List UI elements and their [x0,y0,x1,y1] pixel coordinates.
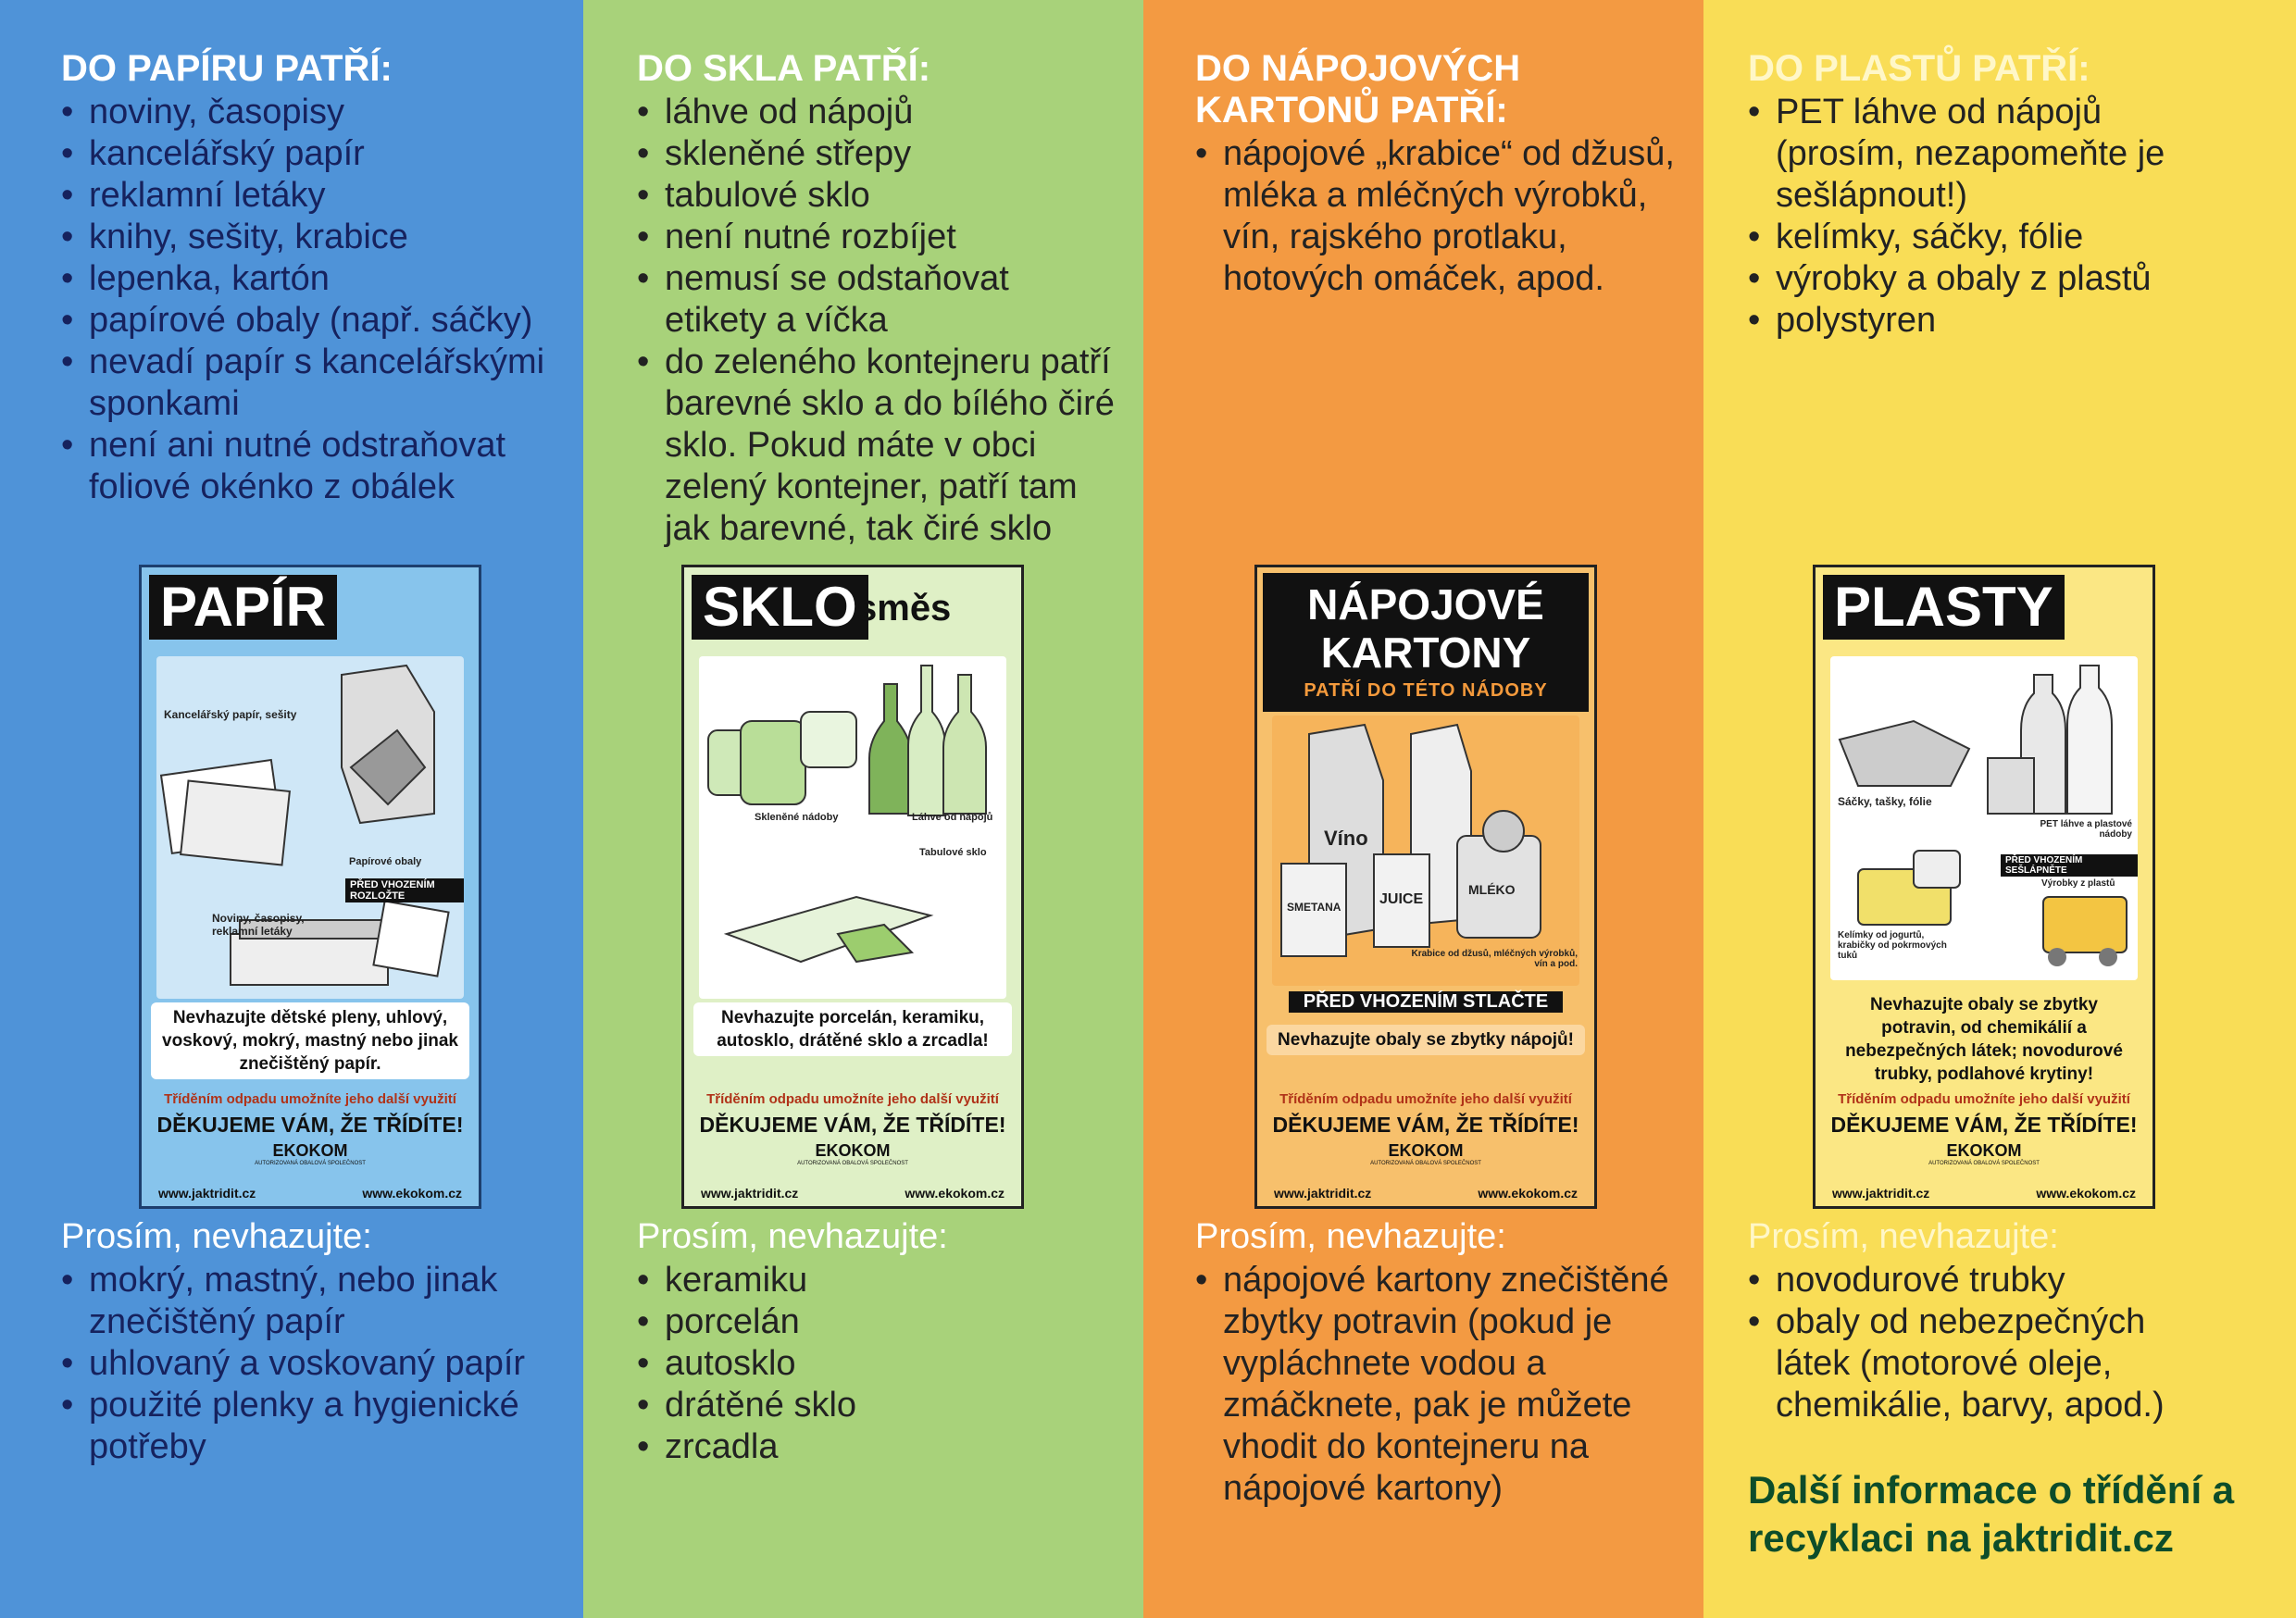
list-item: • porcelán [637,1301,948,1343]
poster-thanks: Tříděním odpadu umožníte jeho další využití DĚKUJEME VÁM, ŽE TŘÍDÍTE! [1830,1091,2138,1137]
label: Víno [1324,827,1368,850]
ekokom-logo: EKOKOM AUTORIZOVANÁ OBALOVÁ SPOLEČNOST [1928,1141,2040,1166]
label: SMETANA [1287,901,1341,914]
list-item: • výrobky a obaly z plastů [1748,258,2192,300]
poster-thanks: Tříděním odpadu umožníte jeho další využití DĚKUJEME VÁM, ŽE TŘÍDÍTE! [156,1091,464,1137]
list-item: • drátěné sklo [637,1385,948,1426]
list-item: • mokrý, mastný, nebo jinak znečištěný papír [61,1260,583,1343]
poster-illustration [1272,716,1579,986]
list-item: • nemusí se odstaňovat etikety a víčka [637,258,1116,342]
poster-warning: Nevhazujte porcelán, keramiku, autosklo, drátěné sklo a zrcadla! [693,1002,1012,1056]
label-band: PŘED VHOZENÍM SEŠLÁPNĚTE [2001,854,2138,877]
poster-title: PLASTY [1823,575,2065,640]
list-item: • keramiku [637,1260,948,1301]
no-section-plasty [1748,1216,2229,1426]
list-item: • PET láhve od nápojů (prosím, nezapomeňte je sešlápnout!) [1748,92,2192,217]
label: Kancelářský papír, sešity [164,708,297,721]
poster-warning: Nevhazujte obaly se zbytky nápojů! [1267,1025,1585,1055]
heading-papir: DO PAPÍRU PATŘÍ: [61,48,393,89]
label-band: PŘED VHOZENÍM STLAČTE [1289,991,1563,1013]
column-sklo [583,0,1143,1618]
list-item: • není nutné rozbíjet [637,217,1116,258]
list-item: • láhve od nápojů [637,92,1116,133]
list-papir-items [61,92,555,508]
list-item: • papírové obaly (např. sáčky) [61,300,555,342]
label: Sáčky, tašky, fólie [1838,795,1932,808]
column-kartony [1143,0,1703,1618]
list-item: • není ani nutné odstraňovat foliové okénko z obálek [61,425,555,508]
no-heading: Prosím, nevhazujte: [1195,1217,1506,1256]
list-item: • noviny, časopisy [61,92,555,133]
heading-kartony: DO NÁPOJOVÝCH KARTONŮ PATŘÍ: [1195,48,1521,131]
poster-thanks: Tříděním odpadu umožníte jeho další využití DĚKUJEME VÁM, ŽE TŘÍDÍTE! [699,1091,1006,1137]
label: Tabulové sklo [919,847,987,858]
label: Výrobky z plastů [2041,878,2115,889]
poster-urls: www.jaktridit.cz www.ekokom.cz [1832,1186,2136,1201]
poster-kartony [1254,565,1597,1209]
list-item: • obaly od nebezpečných látek (motorové oleje, chemikálie, barvy, apod.) [1748,1301,2229,1426]
list-item: • do zeleného kontejneru patří barevné sklo a do bílého čiré sklo. Pokud máte v obci zelený kontejner, patří tam jak barevné, tak čiré sklo [637,342,1116,550]
no-section-sklo [637,1216,948,1468]
list-item: • uhlovaný a voskovaný papír [61,1343,583,1385]
poster-warning: Nevhazujte dětské pleny, uhlový, voskový, mokrý, mastný nebo jinak znečištěný papír. [151,1002,469,1079]
poster-urls: www.jaktridit.cz www.ekokom.cz [158,1186,462,1201]
list-item: • lepenka, kartón [61,258,555,300]
poster-illustration [1830,656,2138,980]
ekokom-logo: EKOKOM AUTORIZOVANÁ OBALOVÁ SPOLEČNOST [255,1141,366,1166]
no-heading: Prosím, nevhazujte: [61,1217,372,1256]
list-item: • tabulové sklo [637,175,1116,217]
list-item: • novodurové trubky [1748,1260,2229,1301]
list-item: • nápojové kartony znečištěné zbytky potravin (pokud je vypláchnete vodou a zmáčknete, pak je můžete vhodit do kontejneru na nápojové kartony) [1195,1260,1677,1510]
list-item: • polystyren [1748,300,2192,342]
label: PET láhve a plastové nádoby [2040,819,2132,840]
list-item: • nápojové „krabice“ od džusů, mléka a mléčných výrobků, vín, rajského protlaku, hotových omáček, apod. [1195,133,1676,300]
label: Papírové obaly [349,856,422,867]
label: Kelímky od jogurtů, krabičky od pokrmových tuků [1838,930,1947,961]
label: Krabice od džusů, mléčných výrobků, vín a pod. [1411,949,1578,969]
ekokom-logo: EKOKOM AUTORIZOVANÁ OBALOVÁ SPOLEČNOST [797,1141,908,1166]
label: Noviny, časopisy, reklamní letáky [212,912,305,938]
ekokom-logo: EKOKOM AUTORIZOVANÁ OBALOVÁ SPOLEČNOST [1370,1141,1481,1166]
list-item: • skleněné střepy [637,133,1116,175]
poster-urls: www.jaktridit.cz www.ekokom.cz [701,1186,1004,1201]
list-item: • použité plenky a hygienické potřeby [61,1385,583,1468]
glass-illustration-icon [699,656,1012,999]
label: JUICE [1379,891,1424,907]
column-plasty [1703,0,2296,1618]
list-sklo-items [637,92,1116,550]
carton-illustration-icon [1272,716,1585,986]
label: MLÉKO [1468,882,1516,897]
poster-warning: Nevhazujte obaly se zbytky potravin, od chemikálií a nebezpečných látek; novodurové trubky, podlahové krytiny! [1845,995,2123,1084]
list-item: • reklamní letáky [61,175,555,217]
poster-papir [139,565,481,1209]
poster-illustration [156,656,464,999]
label-band: PŘED VHOZENÍM ROZLOŽTE [345,878,464,902]
no-heading: Prosím, nevhazujte: [637,1217,948,1256]
label: Skleněné nádoby [755,812,839,823]
poster-title: NÁPOJOVÉ KARTONY PATŘÍ DO TÉTO NÁDOBY [1263,573,1589,712]
poster-urls: www.jaktridit.cz www.ekokom.cz [1274,1186,1578,1201]
list-plasty-items [1748,92,2192,342]
poster-sklo [681,565,1024,1209]
label: Láhve od nápojů [912,812,993,823]
list-item: • autosklo [637,1343,948,1385]
poster-title-suffix: směs [856,588,952,629]
poster-title: PAPÍR [149,575,337,640]
no-section-kartony [1195,1216,1677,1510]
more-info-text: Další informace o třídění a recyklaci na jaktridit.cz [1748,1468,2235,1560]
heading-sklo: DO SKLA PATŘÍ: [637,48,931,89]
column-papir [0,0,583,1618]
heading-plasty: DO PLASTŮ PATŘÍ: [1748,48,2090,89]
list-item: • knihy, sešity, krabice [61,217,555,258]
no-section-papir [61,1216,583,1468]
poster-illustration [699,656,1006,999]
poster-thanks: Tříděním odpadu umožníte jeho další využití DĚKUJEME VÁM, ŽE TŘÍDÍTE! [1272,1091,1579,1137]
no-heading: Prosím, nevhazujte: [1748,1217,2059,1256]
list-item: • zrcadla [637,1426,948,1468]
list-item: • nevadí papír s kancelářskými sponkami [61,342,555,425]
list-kartony-items [1195,133,1676,300]
poster-title: SKLO [692,575,868,640]
list-item: • kelímky, sáčky, fólie [1748,217,2192,258]
poster-plasty [1813,565,2155,1209]
list-item: • kancelářský papír [61,133,555,175]
